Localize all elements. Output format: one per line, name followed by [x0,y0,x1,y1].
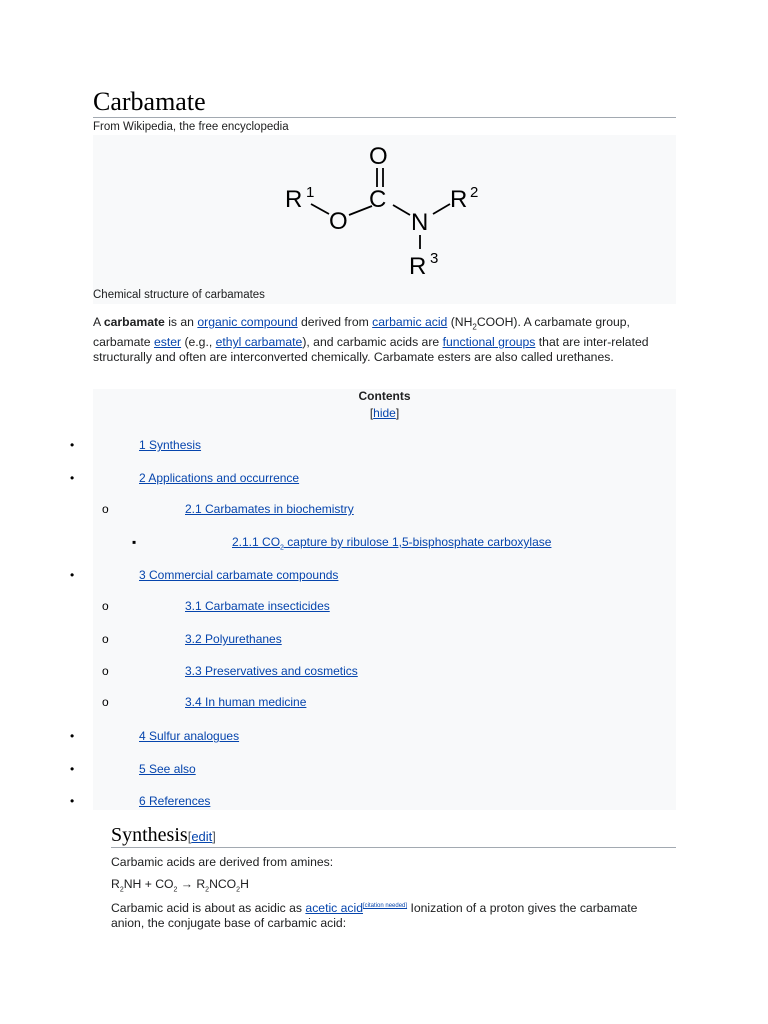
group-r2: R [450,186,468,213]
bond-o-r1 [311,204,329,214]
toc-bullet: • [70,794,75,808]
carbamate-structure-diagram[interactable] [93,135,676,304]
toc-bullet: o [102,502,109,516]
section-divider [111,847,676,848]
link-organic-compound[interactable]: organic compound [197,315,298,329]
synthesis-equation: $R_2NH + CO_2 \to R_2NCO_2H$ [111,877,249,894]
toc-bullet: • [70,568,75,582]
link-functional-groups[interactable]: functional groups [442,335,536,350]
group-r2-index: 2 [470,184,479,201]
toc-item-synthesis[interactable]: 1 Synthesis [139,438,202,452]
toc-item-co2-capture[interactable]: 2.1.1 $CO_2$ capture by ribulose 1,5-bisphosphate carboxylase [232,535,552,552]
figure-caption: Chemical structure of carbamates [93,289,265,301]
section-heading-synthesis: Synthesis[edit] [111,824,216,846]
toc-bullet: • [70,762,75,776]
toc-bullet: o [102,632,109,646]
table-of-contents [93,389,676,810]
toc-title: Contents [358,389,411,403]
atom-n: N [411,209,429,236]
toc-bullet: • [70,438,75,452]
toc-item-polyurethanes[interactable]: 3.2 Polyurethanes [185,632,282,646]
toc-item-applications[interactable]: 2 Applications and occurrence [139,471,300,485]
atom-o-top: O [369,143,388,170]
toc-bullet: o [102,664,109,678]
structure-figure [93,135,676,304]
link-ester[interactable]: ester [153,335,182,350]
toc-bullet: • [70,729,75,743]
citation-needed-link[interactable]: [citation needed] [363,903,408,909]
link-ethyl-carbamate[interactable]: ethyl carbamate [215,335,303,350]
atom-c: C [369,186,387,213]
group-r1: R [285,186,303,213]
toc-item-see-also[interactable]: 5 See also [139,762,196,776]
bond-c-n [393,205,410,215]
group-r1-index: 1 [306,184,315,201]
synthesis-paragraph-1: Carbamic acids are derived from amines: [111,855,334,869]
section-edit-control: [edit] [187,829,216,844]
toc-hide-link[interactable]: hide [373,406,396,420]
link-carbamic-acid[interactable]: carbamic acid [372,315,448,329]
toc-bullet: • [70,471,75,485]
atom-o-ester: O [329,208,348,235]
bold-term: carbamate [103,315,165,329]
synthesis-paragraph-3: Carbamic acid is about as acidic as acetic acid[citation needed] Ionization of a proton gives the carbamate anion, the conjugate base of carbamic acid: [111,901,638,930]
toc-item-biochemistry[interactable]: 2.1 Carbamates in biochemistry [185,502,354,516]
section-edit-link[interactable]: edit [191,829,213,844]
site-tagline: From Wikipedia, the free encyclopedia [93,121,289,133]
intro-paragraph: A carbamate is an organic compound derived from carbamic acid $(NH_2COOH)$. A carbamate group, carbamate ester (e.g., ethyl carbamate), and carbamic acids are functional groups that are inter-related structurally and often are interconverted chemically. Carbamate esters are also called urethanes. [93,315,649,364]
group-r3: R [409,253,427,280]
toc-item-insecticides[interactable]: 3.1 Carbamate insecticides [185,599,330,613]
title-divider [93,117,676,118]
toc-item-preservatives[interactable]: 3.3 Preservatives and cosmetics [185,664,358,678]
toc-bullet: o [102,695,109,709]
bond-n-r2 [433,204,450,214]
toc-item-human-medicine[interactable]: 3.4 In human medicine [185,695,307,709]
toc-item-commercial[interactable]: 3 Commercial carbamate compounds [139,568,339,582]
group-r3-index: 3 [430,250,439,267]
toc-hide-control: [hide] [369,406,400,420]
toc-item-references[interactable]: 6 References [139,794,211,808]
link-acetic-acid[interactable]: acetic acid [305,901,364,916]
toc-item-sulfur-analogues[interactable]: 4 Sulfur analogues [139,729,240,743]
page-title: Carbamate [93,87,206,116]
toc-bullet: o [102,599,109,613]
toc-bullet: ▪ [132,535,137,549]
